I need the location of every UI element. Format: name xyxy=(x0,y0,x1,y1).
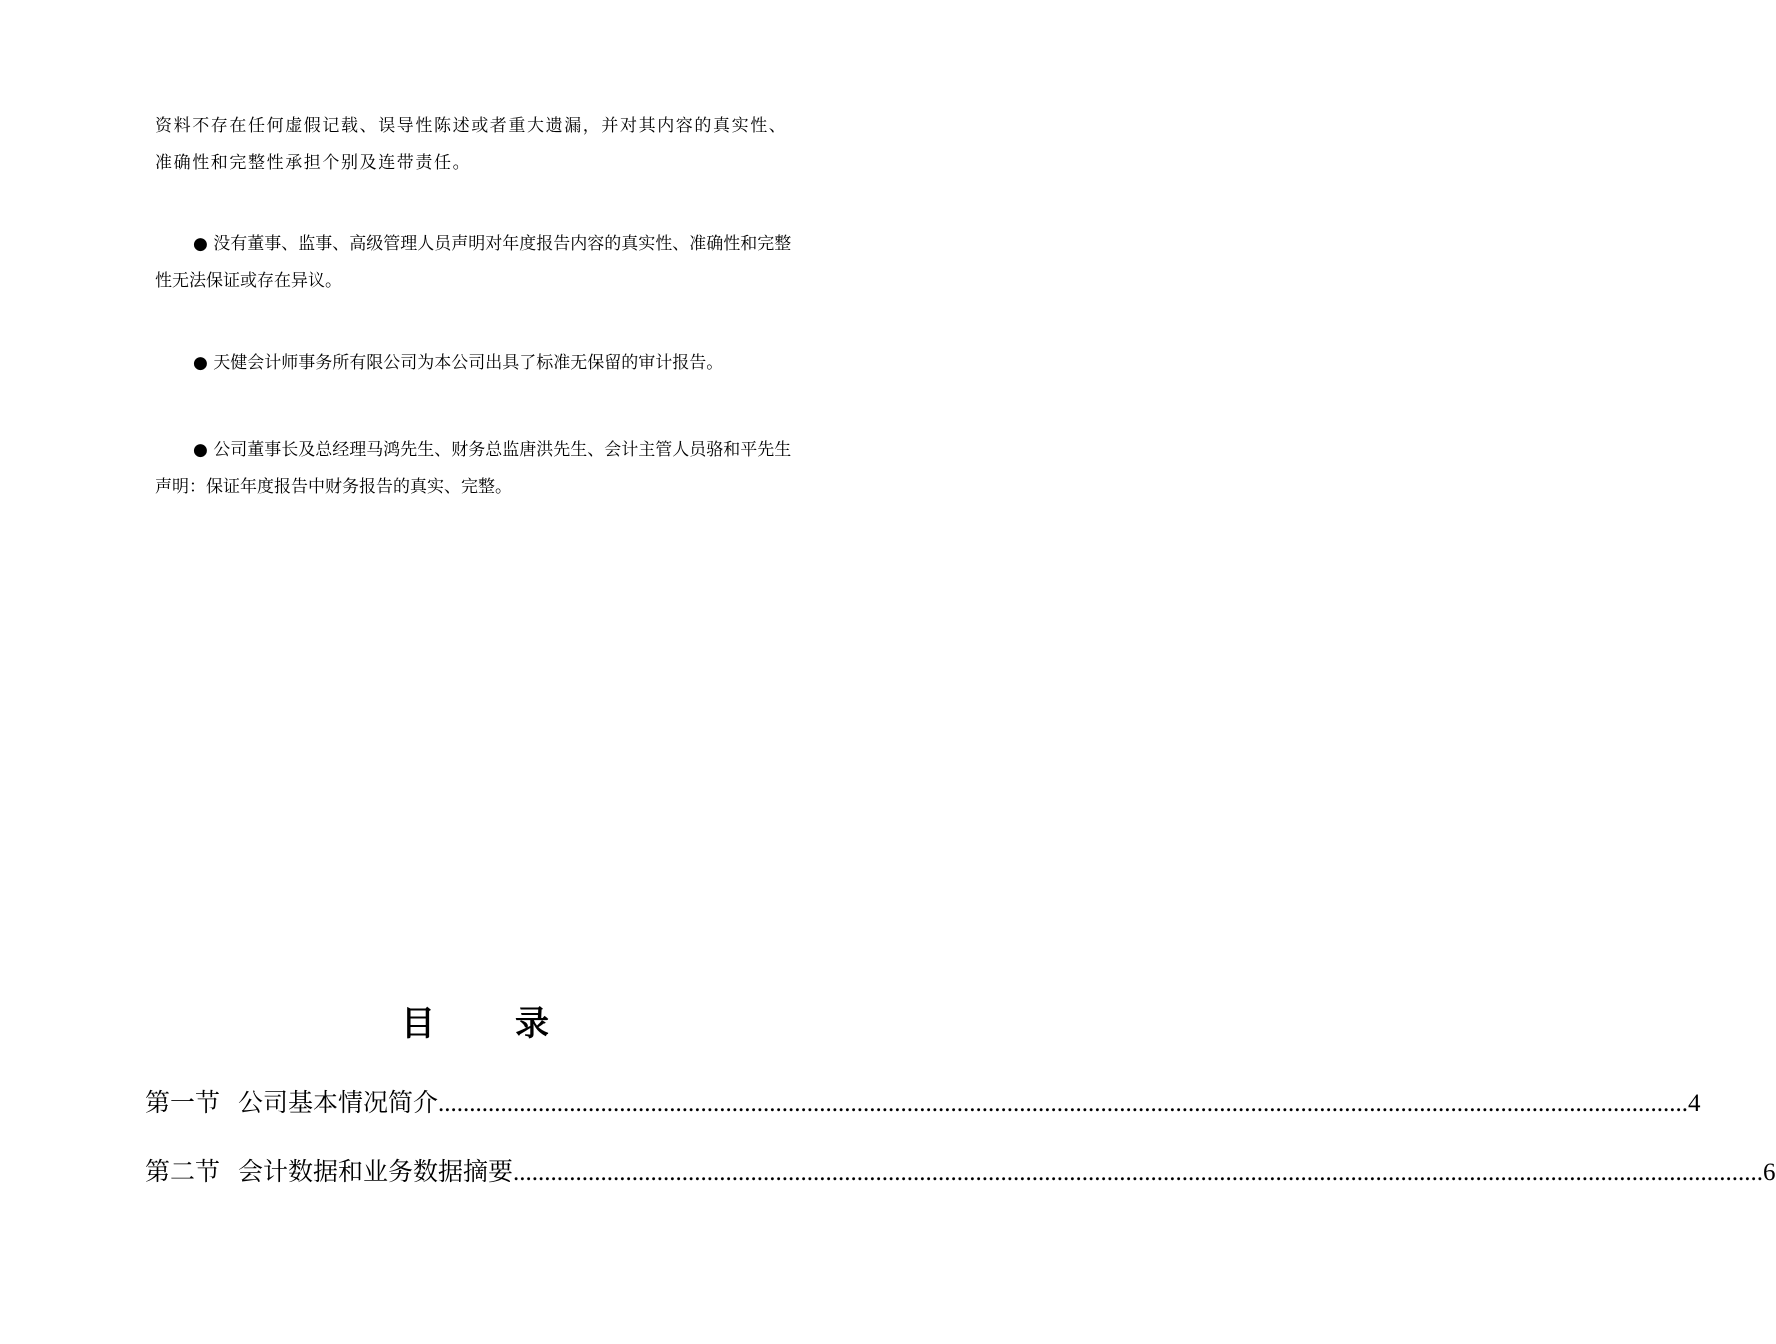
toc-dot-leader: ........................................................................................................................................................................................................ xyxy=(513,1159,1764,1186)
toc-dot-leader: ........................................................................................................................................................................................................ xyxy=(438,1090,1689,1117)
bullet-paragraph-audit xyxy=(155,345,805,382)
bullet-text: ● 没有董事、监事、高级管理人员声明对年度报告内容的真实性、准确性和完整性无法保证或存在异议。 xyxy=(155,234,792,291)
bullet-paragraph-no-objection xyxy=(155,226,805,300)
toc-title-left: 目 xyxy=(401,1004,435,1044)
toc-title-right: 录 xyxy=(515,1004,549,1044)
toc-page-number: 6 xyxy=(1763,1159,1776,1186)
bullet-paragraph-declaration xyxy=(155,432,805,506)
intro-paragraph: 资料不存在任何虚假记载、误导性陈述或者重大遗漏，并对其内容的真实性、准确性和完整性承担个别及连带责任。 xyxy=(155,116,788,173)
bullet-text: ● 天健会计师事务所有限公司为本公司出具了标准无保留的审计报告。 xyxy=(193,353,724,373)
toc-section-number: 第二节 xyxy=(145,1157,221,1186)
toc-section-number: 第一节 xyxy=(145,1088,221,1117)
toc-entry[interactable] xyxy=(145,1083,1701,1123)
bullet-text: ● 公司董事长及总经理马鸿先生、财务总监唐洪先生、会计主管人员骆和平先生声明：保证年度报告中财务报告的真实、完整。 xyxy=(155,440,792,497)
toc-section-heading: 会计数据和业务数据摘要 xyxy=(238,1157,514,1186)
toc-page-number: 4 xyxy=(1688,1090,1701,1117)
toc-section-heading: 公司基本情况简介 xyxy=(238,1088,439,1117)
toc-title xyxy=(0,996,950,1045)
toc-entry[interactable] xyxy=(145,1152,1776,1192)
